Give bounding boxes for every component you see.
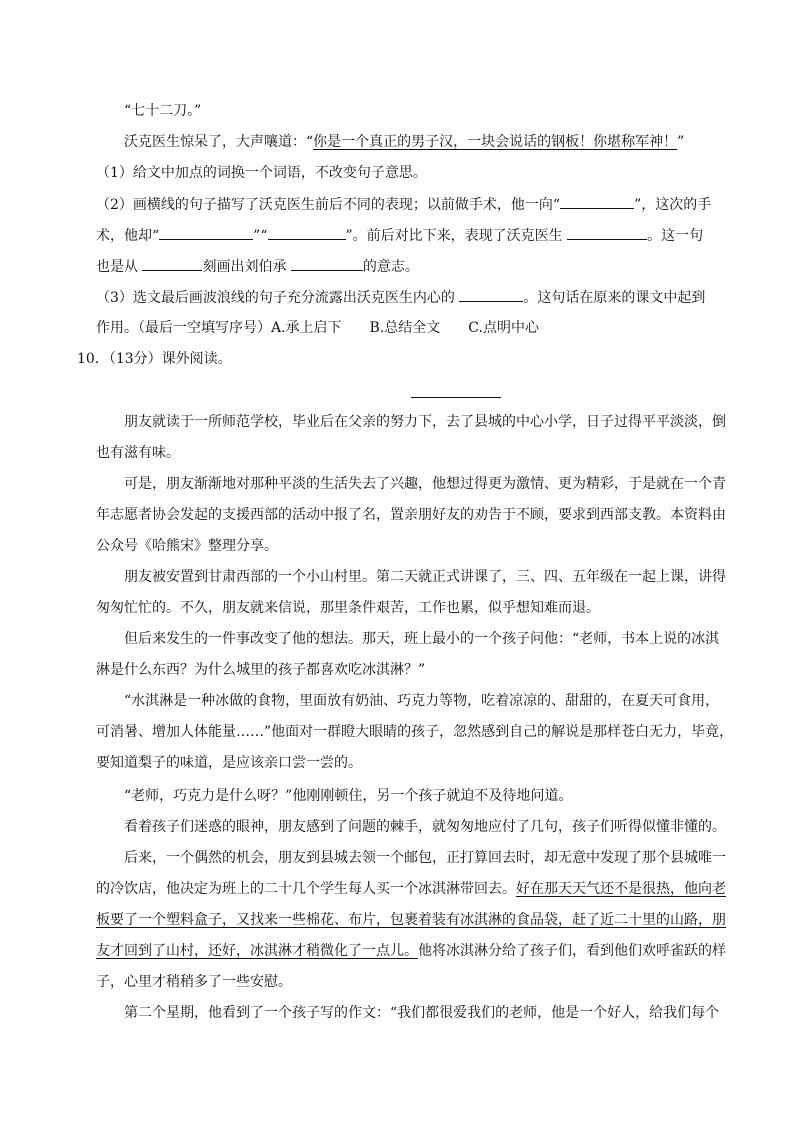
section-10-heading: 10．（13分）课外阅读。: [77, 351, 232, 367]
question-2-line-2: [96, 225, 703, 246]
paragraph-line: 后来，一个偶然的机会，朋友到县城去领一个邮包，正打算回去时，却无意中发现了那个县城唯一: [124, 850, 726, 866]
paragraph-line: 但后来发生的一件事改变了他的想法。那天，班上最小的一个孩子问他：“老师，书本上说的冰淇: [124, 631, 720, 647]
paragraph-line: 公众号《哈熊宋》整理分享。: [96, 538, 278, 554]
paragraph-line: [96, 879, 726, 899]
text: 术，他却“: [96, 228, 160, 244]
paragraph-line: 要知道梨子的味道，是应该亲口尝一尝的。: [96, 755, 362, 771]
paragraph-line: 也有滋有味。: [96, 445, 180, 461]
text: 的冷饮店，他决定为班上的二十几个学生每人买一个冰淇淋带回去。: [96, 881, 516, 897]
question-1: （1）给文中加点的词换一个词语，不改变句子意思。: [96, 165, 427, 181]
paragraph-line: 朋友被安置到甘肃西部的一个小山村里。第二天就正式讲课了，三、四、五年级在一起上课，讲得: [124, 569, 726, 585]
text: ”，这次的手: [634, 197, 712, 213]
question-2-line-1: [96, 194, 711, 215]
answer-blank[interactable]: [567, 225, 647, 240]
paragraph-line: 第二个星期，他看到了一个孩子写的作文：“我们都很爱我们的老师，他是一个好人，给我们每个: [124, 1005, 720, 1021]
text: （2）画横线的句子描写了沃克医生前后不同的表现；以前做手术，他一向“: [96, 197, 561, 213]
paragraph-line: 子，心里才稍稍多了一些安慰。: [96, 974, 292, 990]
text: ”: [677, 134, 685, 150]
text: 刻画出刘伯承: [202, 259, 287, 275]
underlined-sentence: 板要了一个塑料盒子，又找来一些棉花、布片，包裹着装有冰淇淋的食品袋，赶了近二十里的山路，朋: [96, 912, 726, 928]
question-3-line-1: [96, 287, 705, 308]
text: 的意志。: [362, 259, 419, 275]
answer-blank[interactable]: [560, 194, 634, 209]
paragraph-line: 可是，朋友渐渐地对那种平淡的生活失去了兴趣，他想过得更为激情、更为精彩，于是就在一个青: [124, 476, 726, 492]
text: 。这句话在原来的课文中起到: [523, 290, 706, 306]
paragraph-line: “水淇淋是一种冰做的食物，里面放有奶油、巧克力等物，吃着凉凉的、甜甜的，在夏天可食用，: [124, 693, 720, 709]
paragraph-line: [96, 941, 726, 961]
paragraph-line: 看着孩子们迷惑的眼神，朋友感到了问题的棘手，就匆匆地应付了几句，孩子们听得似懂非懂的。: [124, 819, 726, 835]
paragraph-line: “老师，巧克力是什么呀？”他刚刚顿住，另一个孩子就迫不及待地问道。: [124, 788, 573, 804]
text: 他将冰淇淋分给了孩子们，看到他们欢呼雀跃的样: [418, 943, 726, 959]
underlined-quote-paragraph: [124, 132, 684, 152]
answer-blank[interactable]: [459, 287, 523, 302]
paragraph-line: 朋友就读于一所师范学校，毕业后在父亲的努力下，去了县城的中心小学，日子过得平平淡淡，倒: [124, 414, 726, 430]
paragraph-line: 年志愿者协会发起的支援西部的活动中报了名，置亲朋好友的劝告于不顾，要求到西部支教。本资料由: [96, 507, 726, 523]
paragraph-line: [96, 910, 726, 930]
text: ”。前后对比下来，表现了沃克医生: [345, 228, 563, 244]
text: 。这一句: [647, 228, 704, 244]
answer-blank[interactable]: [159, 225, 253, 240]
answer-blank[interactable]: [268, 225, 346, 240]
text: 也是从: [96, 259, 138, 275]
answer-blank[interactable]: [142, 256, 202, 271]
underlined-sentence: 你是一个真正的男子汉，一块会说话的钢板！你堪称军神！: [313, 134, 678, 150]
title-blank[interactable]: [411, 397, 501, 398]
question-3-line-2: 作用。（最后一空填写序号）A.承上启下 B.总结全文 C.点明中心: [96, 320, 539, 336]
text: ”“: [253, 228, 268, 244]
quote-line: “七十二刀。”: [124, 103, 202, 119]
underlined-sentence: 友才回到了山村，还好，冰淇淋才稍微化了一点儿。: [96, 943, 418, 959]
paragraph-line: 淋是什么东西？为什么城里的孩子都喜欢吃冰淇淋？”: [96, 662, 426, 678]
text: 沃克医生惊呆了，大声嚷道：“: [124, 134, 314, 150]
answer-blank[interactable]: [291, 256, 363, 271]
paragraph-line: 匆匆忙忙的。不久，朋友就来信说，那里条件艰苦，工作也累，似乎想知难而退。: [96, 600, 600, 616]
question-2-line-3: [96, 256, 419, 277]
text: （3）选文最后画波浪线的句子充分流露出沃克医生内心的: [96, 290, 455, 306]
paragraph-line: 可消暑、增加人体能量……”他面对一群瞪大眼睛的孩子，忽然感到自己的解说是那样苍白无力，毕竟，: [96, 724, 734, 740]
underlined-sentence: 好在那天天气还不是很热，他向老: [516, 881, 726, 897]
